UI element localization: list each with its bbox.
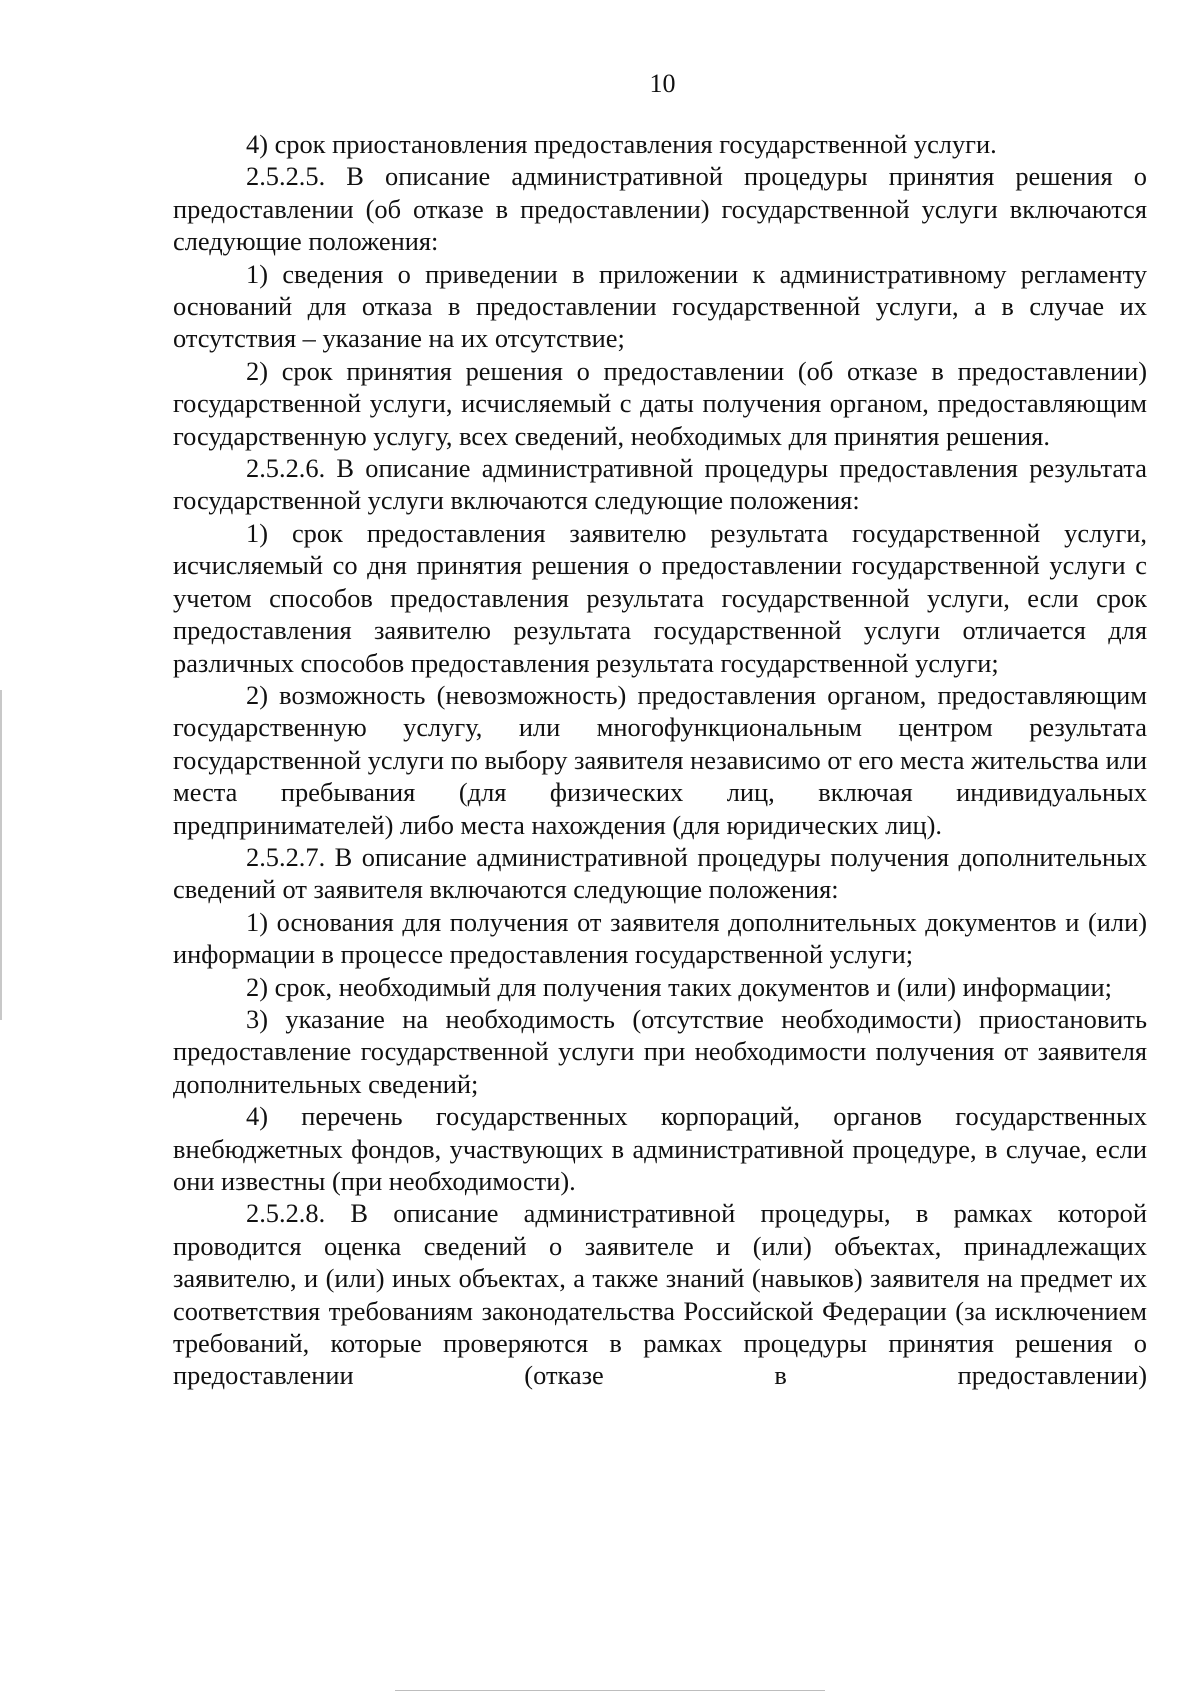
paragraph: 2) возможность (невозможность) предоставления органом, предоставляющим государственную услугу, или многофункциональным центром результата государственной услуги по выбору заявителя независимо от его места жительства или места пребывания (для физических лиц, включая индивидуальных предпринимателей) либо места нахождения (для юридических лиц). bbox=[173, 679, 1147, 840]
paragraph: 2.5.2.5. В описание административной процедуры принятия решения о предоставлении (об отказе в предоставлении) государственной услуги включаются следующие положения: bbox=[173, 161, 1147, 257]
paragraph: 1) основания для получения от заявителя дополнительных документов и (или) информации в процессе предоставления государственной услуги; bbox=[173, 906, 1147, 970]
paragraph: 2.5.2.8. В описание административной процедуры, в рамках которой проводится оценка сведений о заявителе и (или) объектах, принадлежащих заявителю, и (или) иных объектах, а также знаний (навыков) заявителя на предмет их соответствия требованиям законодательства Российской Федерации (за исключением требований, которые проверяются в рамках процедуры принятия решения о предоставлении (отказе в предоставлении) bbox=[173, 1198, 1147, 1391]
paragraph: 3) указание на необходимость (отсутствие необходимости) приостановить предоставление государственной услуги при необходимости получения от заявителя дополнительных сведений; bbox=[173, 1003, 1147, 1099]
paragraph: 2) срок, необходимый для получения таких документов и (или) информации; bbox=[246, 971, 1112, 1002]
paragraph: 1) сведения о приведении в приложении к административному регламенту оснований для отказа в предоставлении государственной услуги, а в случае их отсутствия – указание на их отсутствие; bbox=[173, 258, 1147, 354]
scan-edge-mark bbox=[0, 690, 2, 1020]
paragraph: 4) перечень государственных корпораций, органов государственных внебюджетных фондов, участвующих в административной процедуре, в случае, если они известны (при необходимости). bbox=[173, 1101, 1147, 1196]
paragraph: 2.5.2.6. В описание административной процедуры предоставления результата государственной услуги включаются следующие положения: bbox=[173, 453, 1147, 516]
document-body bbox=[173, 128, 1147, 1392]
paragraph: 1) срок предоставления заявителю результата государственной услуги, исчисляемый со дня принятия решения о предоставлении государственной услуги с учетом способов предоставления результата государственной услуги, если срок предоставления заявителю результата государственной услуги отличается для различных способов предоставления результата государственной услуги; bbox=[173, 517, 1147, 678]
paragraph: 2) срок принятия решения о предоставлении (об отказе в предоставлении) государственной услуги, исчисляемый с даты получения органом, предоставляющим государственную услугу, всех сведений, необходимых для принятия решения. bbox=[173, 355, 1147, 451]
scan-bottom-line bbox=[395, 1690, 825, 1691]
paragraph: 4) срок приостановления предоставления государственной услуги. bbox=[246, 129, 997, 159]
page-number: 10 bbox=[649, 69, 676, 98]
paragraph: 2.5.2.7. В описание административной процедуры получения дополнительных сведений от заявителя включаются следующие положения: bbox=[173, 841, 1147, 905]
